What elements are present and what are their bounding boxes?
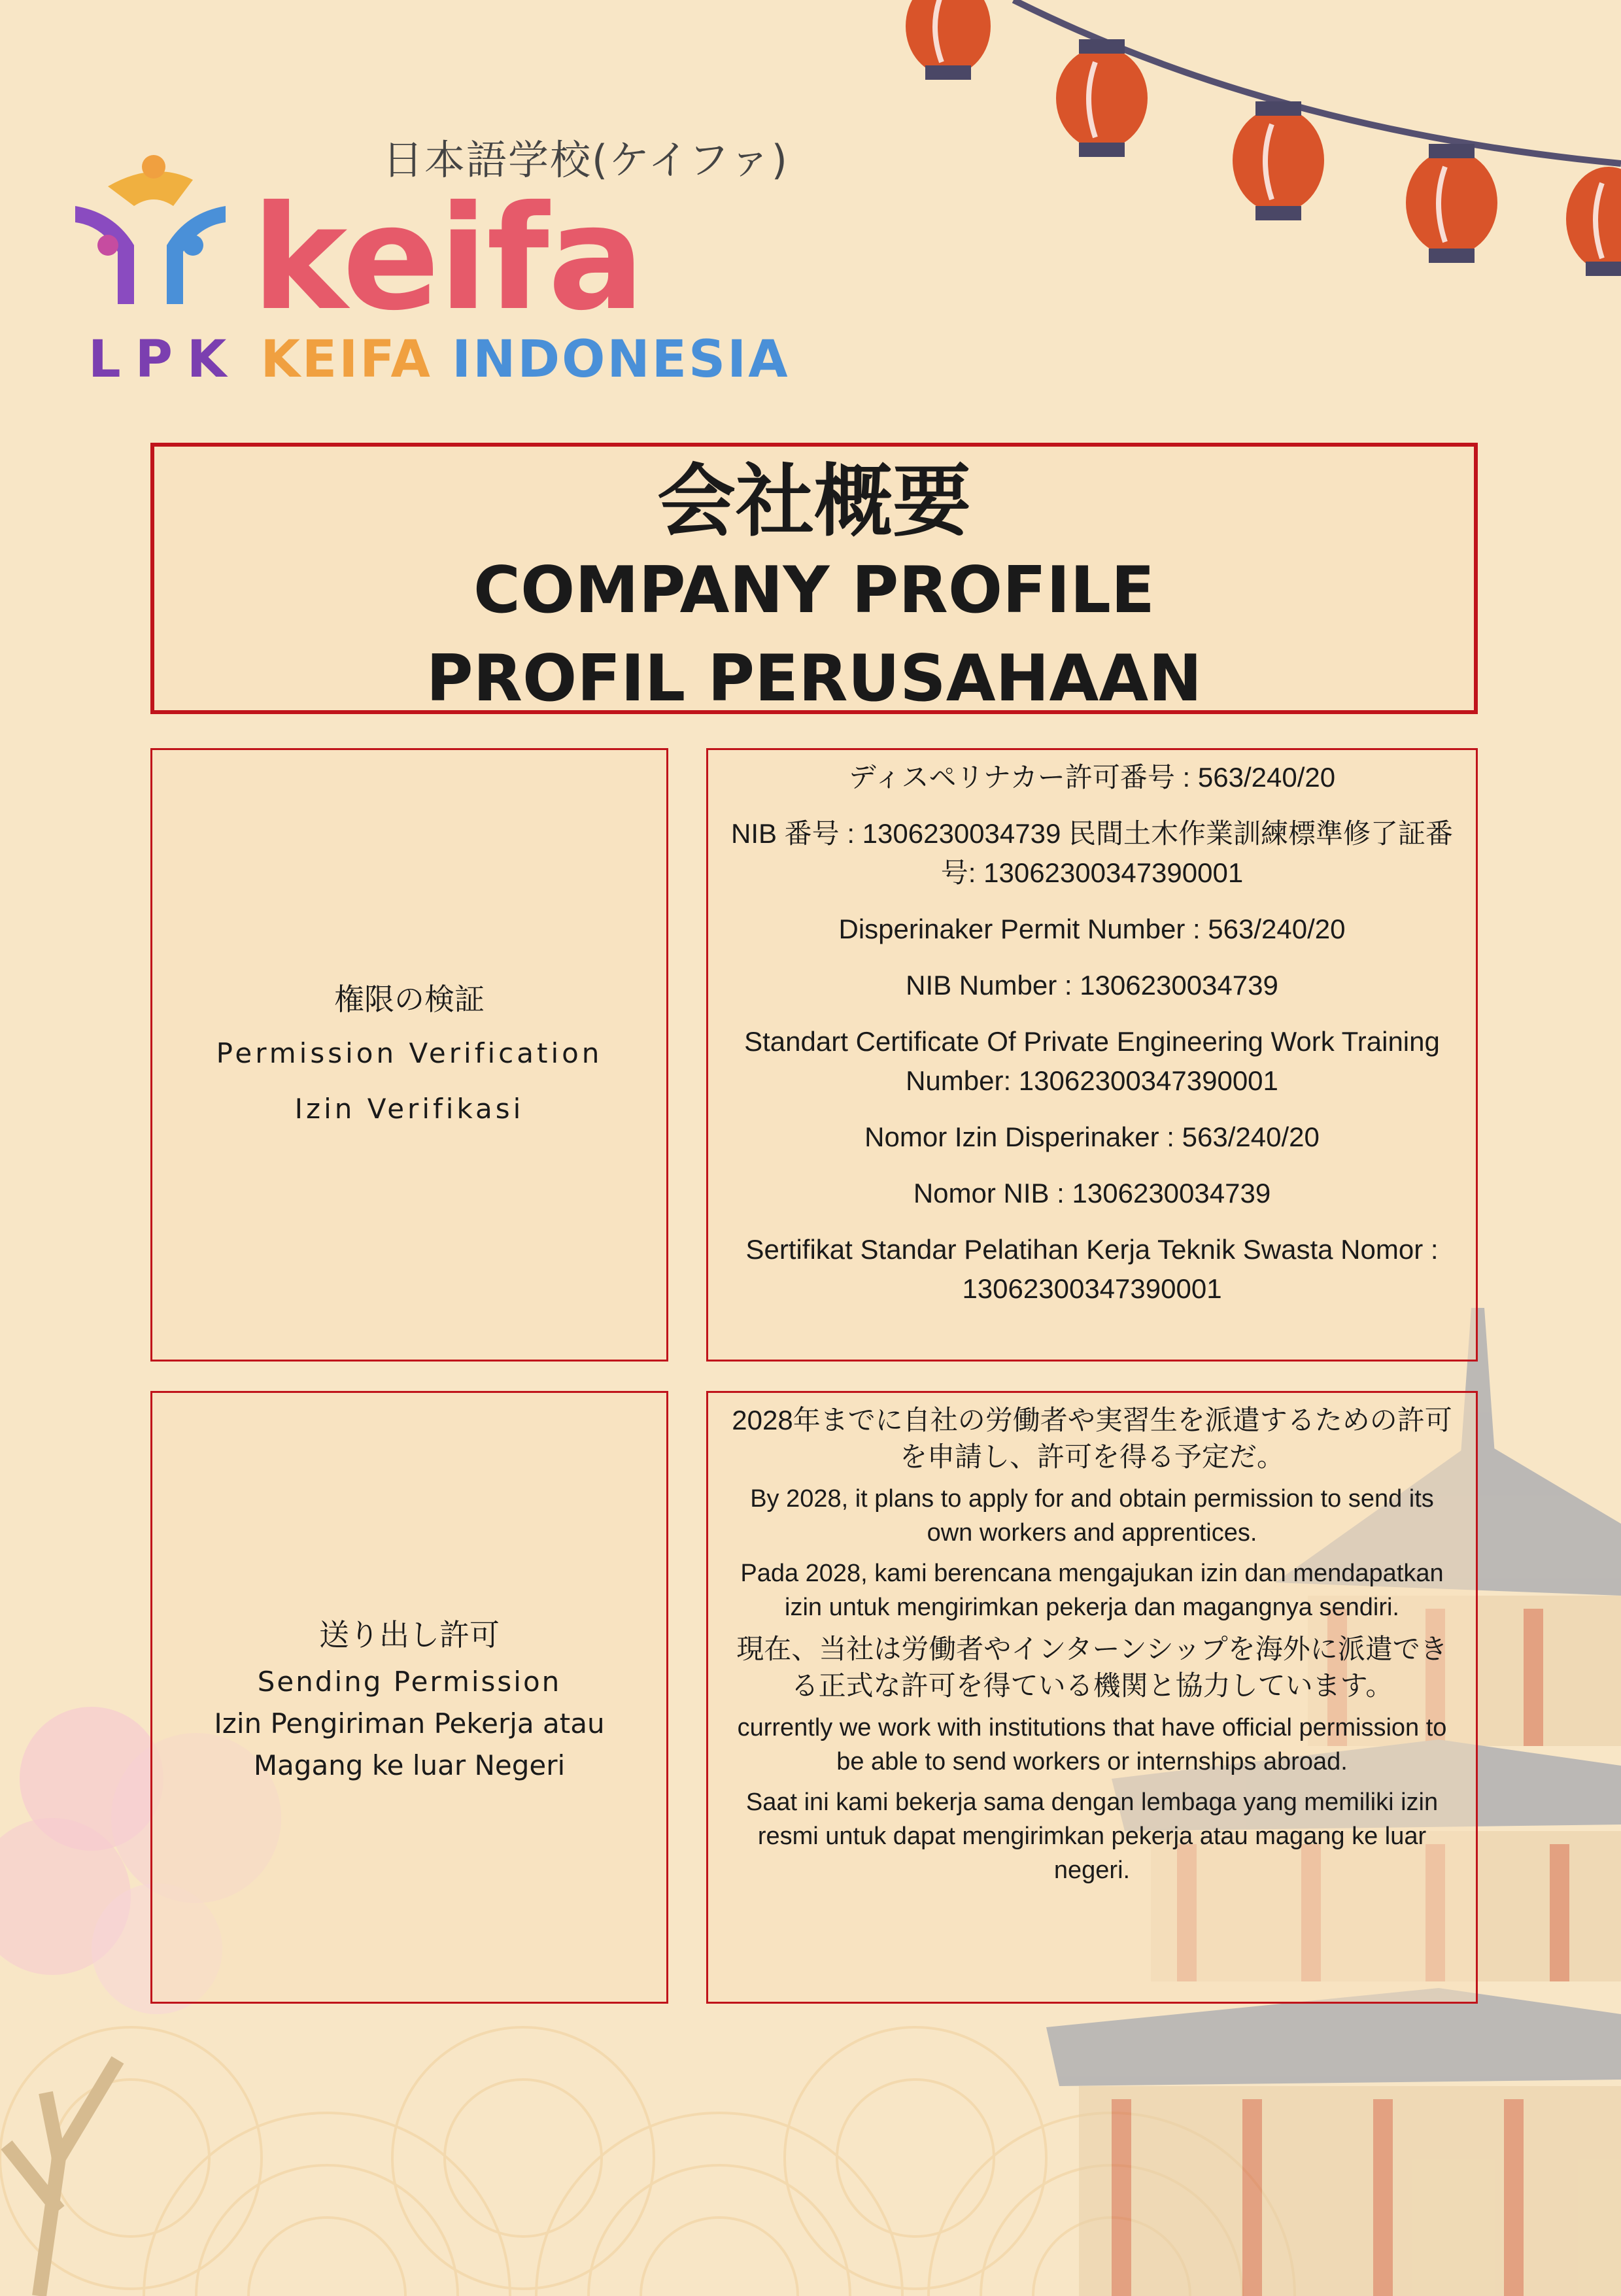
keifa-logo bbox=[62, 128, 790, 389]
logo-sub-lpk: LPK bbox=[88, 330, 241, 389]
current-partner-id: Saat ini kami bekerja sama dengan lembaga yang memiliki izin resmi untuk dapat mengirimkan pekerja atau magang ke luar negeri. bbox=[745, 1789, 1439, 1884]
logo-wordmark: keifa bbox=[252, 175, 644, 342]
permission-label-box bbox=[150, 748, 668, 1362]
permit-number-id: Nomor Izin Disperinaker : 563/240/20 bbox=[864, 1122, 1320, 1152]
sending-info-list bbox=[708, 1402, 1476, 1887]
nib-certificate-jp: NIB 番号 : 1306230034739 民間土木作業訓練標準修了証番号: 13062300347390001 bbox=[730, 818, 1454, 888]
certificate-number-id: Sertifikat Standar Pelatihan Kerja Teknik Swasta Nomor : 13062300347390001 bbox=[745, 1234, 1439, 1304]
permission-label-en: Permission Verification bbox=[216, 1037, 603, 1069]
sending-label-jp: 送り出し許可 bbox=[319, 1617, 500, 1653]
keifa-emblem-icon bbox=[62, 154, 239, 311]
sending-label-box bbox=[150, 1391, 668, 2004]
sending-label-en: Sending Permission bbox=[257, 1665, 562, 1698]
nib-number-id: Nomor NIB : 1306230034739 bbox=[913, 1178, 1271, 1208]
logo-subtitle bbox=[88, 330, 790, 389]
sending-info-box bbox=[706, 1391, 1478, 2004]
permission-label-id: Izin Verifikasi bbox=[294, 1093, 524, 1125]
permit-number-jp: ディスペリナカー許可番号 : 563/240/20 bbox=[848, 762, 1336, 793]
sending-label-id: Izin Pengiriman Pekerja atau Magang ke luar Negeri bbox=[214, 1707, 605, 1781]
logo-sub-indonesia: INDONESIA bbox=[452, 330, 790, 389]
permission-label-jp: 権限の検証 bbox=[334, 982, 485, 1017]
certificate-number-en: Standart Certificate Of Private Engineering Work Training Number: 13062300347390001 bbox=[744, 1026, 1440, 1096]
title-en: COMPANY PROFILE bbox=[473, 553, 1155, 628]
title-id: PROFIL PERUSAHAAN bbox=[426, 642, 1203, 716]
permission-info-box bbox=[706, 748, 1478, 1362]
plan-2028-en: By 2028, it plans to apply for and obtain permission to send its own workers and apprentices. bbox=[750, 1485, 1434, 1547]
permit-number-en: Disperinaker Permit Number : 563/240/20 bbox=[838, 914, 1346, 944]
logo-tagline-jp: 日本語学校(ケイファ) bbox=[383, 136, 789, 184]
title-jp: 会社概要 bbox=[657, 456, 971, 547]
plan-2028-id: Pada 2028, kami berencana mengajukan izin dan mendapatkan izin untuk mengirimkan pekerja dan magangnya sendiri. bbox=[740, 1560, 1444, 1621]
plan-2028-jp: 2028年までに自社の労働者や実習生を派遣するための許可を申請し、許可を得る予定だ。 bbox=[732, 1405, 1452, 1472]
current-partner-en: currently we work with institutions that have official permission to be able to send workers or internships abroad. bbox=[737, 1714, 1447, 1775]
logo-sub-keifa: KEIFA bbox=[260, 330, 432, 389]
nib-number-en: NIB Number : 1306230034739 bbox=[906, 970, 1278, 1001]
current-partner-jp: 現在、当社は労働者やインターンシップを海外に派遣できる正式な許可を得ている機関と協力しています。 bbox=[736, 1634, 1448, 1701]
permission-info-list bbox=[708, 758, 1476, 1309]
title-box bbox=[150, 443, 1478, 714]
lantern-string-icon bbox=[906, 0, 1621, 276]
